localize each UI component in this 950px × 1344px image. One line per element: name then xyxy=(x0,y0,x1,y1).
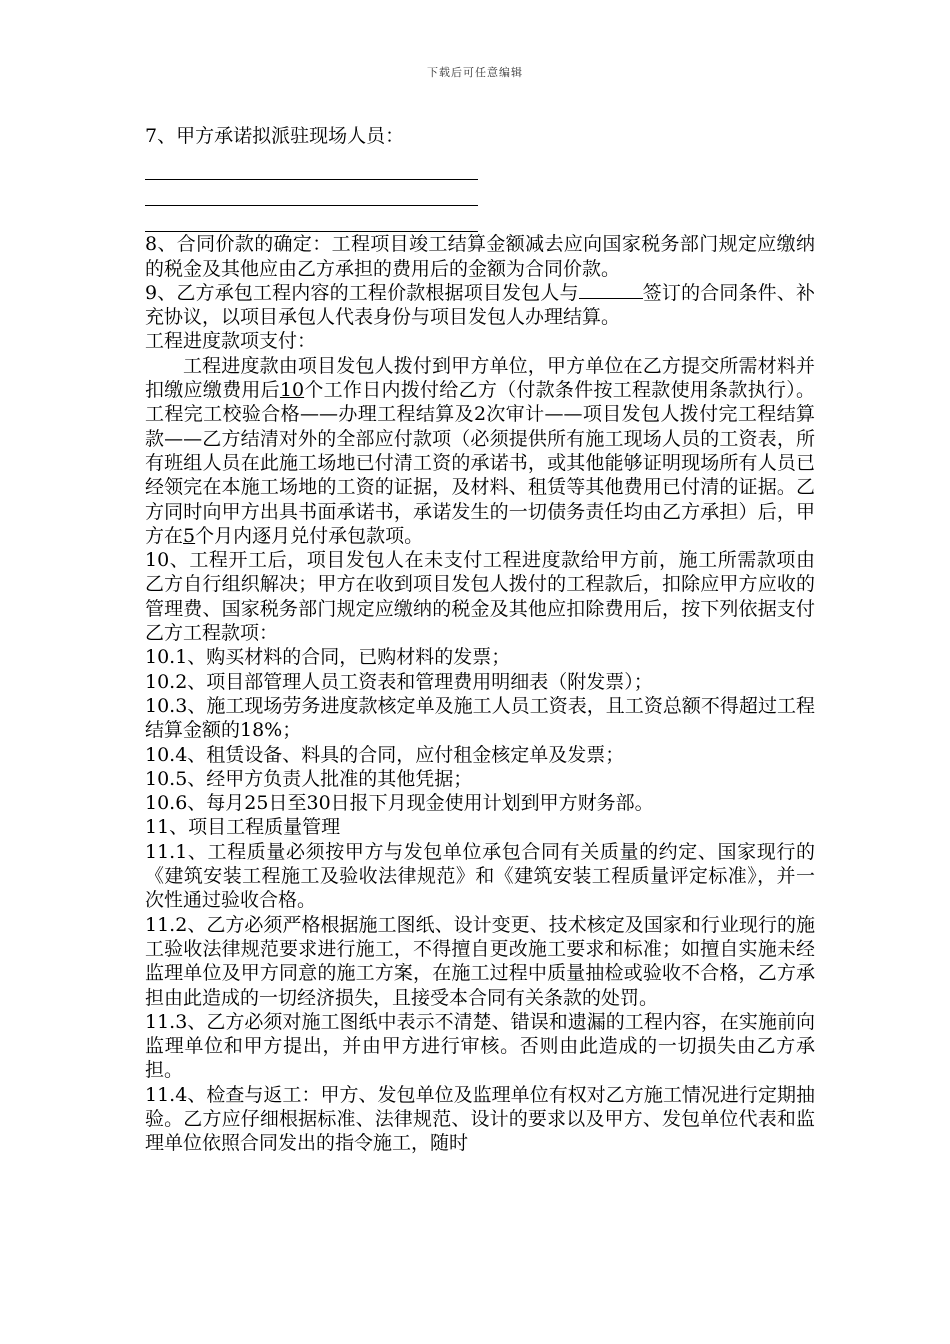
clause-9-text-b: 签订的合同条件、补充协议，以项目承包人代表身份与项目发包人办理结算。 xyxy=(145,281,815,329)
clause-10-2: 10.2、项目部管理人员工资表和管理费用明细表（附发票）； xyxy=(145,670,653,693)
clause-10-3: 10.3、施工现场劳务进度款核定单及施工人员工资表，且工资总额不得超过工程结算金额的18%； xyxy=(145,694,815,742)
page-header-note: 下载后可任意编辑 xyxy=(427,66,523,79)
progress-payment-paragraph xyxy=(145,354,815,548)
clause-11: 11、项目工程质量管理 xyxy=(145,816,341,839)
blank-line xyxy=(145,180,478,206)
clause-10-6: 10.6、每月25日至30日报下月现金使用计划到甲方财务部。 xyxy=(145,792,654,815)
clause-9 xyxy=(145,281,815,330)
clause-10-4: 10.4、租赁设备、料具的合同，应付租金核定单及发票； xyxy=(145,743,625,766)
progress-text-c: 个月内逐月兑付承包款项。 xyxy=(195,524,424,547)
progress-text-b: 个工作日内拨付给乙方（付款条件按工程款使用条款执行）。工程完工校验合格——办理工程结算及2次审计——项目发包人拨付完工程结算款——乙方结清对外的全部应付款项（必须提供所有施工现场人员的工资表，所有班组人员在此施工场地已付清工资的承诺书，或其他能够证明现场所有人员已经领完在本施工场地的工资的证据，及材料、租赁等其他费用已付清的证据。乙方同时向甲方出具书面承诺书，承诺发生的一切债务责任均由乙方承担）后，甲方在 xyxy=(145,379,815,547)
clause-11-4: 11.4、检查与返工：甲方、发包单位及监理单位有权对乙方施工情况进行定期抽验。乙方应仔细根据标准、法律规范、设计的要求以及甲方、发包单位代表和监理单位依照合同发出的指令施工，随时 xyxy=(145,1083,815,1155)
personnel-blank-lines xyxy=(145,154,815,232)
party-name-blank xyxy=(579,281,643,299)
clause-8: 8、合同价款的确定：工程项目竣工结算金额减去应向国家税务部门规定应缴纳的税金及其他应由乙方承担的费用后的金额为合同价款。 xyxy=(145,233,815,280)
clause-10-1: 10.1、购买材料的合同，已购材料的发票； xyxy=(145,646,511,669)
progress-text-a: 工程进度款由项目发包人拨付到甲方单位，甲方单位在乙方提交所需材料并扣缴应缴费用后 xyxy=(145,354,815,402)
clause-11-2: 11.2、乙方必须严格根据施工图纸、设计变更、技术核定及国家和行业现行的施工验收法律规范要求进行施工，不得擅自更改施工要求和标准；如擅自实施未经监理单位及甲方同意的施工方案，在施工过程中质量抽检或验收不合格，乙方承担由此造成的一切经济损失，且接受本合同有关条款的处罚。 xyxy=(145,913,815,1009)
clause-11-3: 11.3、乙方必须对施工图纸中表示不清楚、错误和遗漏的工程内容，在实施前向监理单位和甲方提出，并由甲方进行审核。否则由此造成的一切损失由乙方承担。 xyxy=(145,1010,815,1082)
clause-9-text-a: 9、乙方承包工程内容的工程价款根据项目发包人与 xyxy=(145,281,579,304)
working-days-value: 10 xyxy=(279,379,305,402)
blank-line xyxy=(145,206,478,232)
clause-7: 7、甲方承诺拟派驻现场人员： xyxy=(145,125,405,147)
blank-line xyxy=(145,154,478,180)
months-value: 5 xyxy=(183,524,196,547)
clause-10-5: 10.5、经甲方负责人批准的其他凭据； xyxy=(145,767,473,790)
progress-payment-title: 工程进度款项支付： xyxy=(145,330,317,353)
clause-11-1: 11.1、工程质量必须按甲方与发包单位承包合同有关质量的约定、国家现行的《建筑安装工程施工及验收法律规范》和《建筑安装工程质量评定标准》，并一次性通过验收合格。 xyxy=(145,840,815,912)
contract-body xyxy=(145,124,815,1156)
clause-10: 10、工程开工后，项目发包人在未支付工程进度款给甲方前，施工所需款项由乙方自行组织解决；甲方在收到项目发包人拨付的工程款后，扣除应甲方应收的管理费、国家税务部门规定应缴纳的税金及其他应扣除费用后，按下列依据支付乙方工程款项： xyxy=(145,549,815,645)
